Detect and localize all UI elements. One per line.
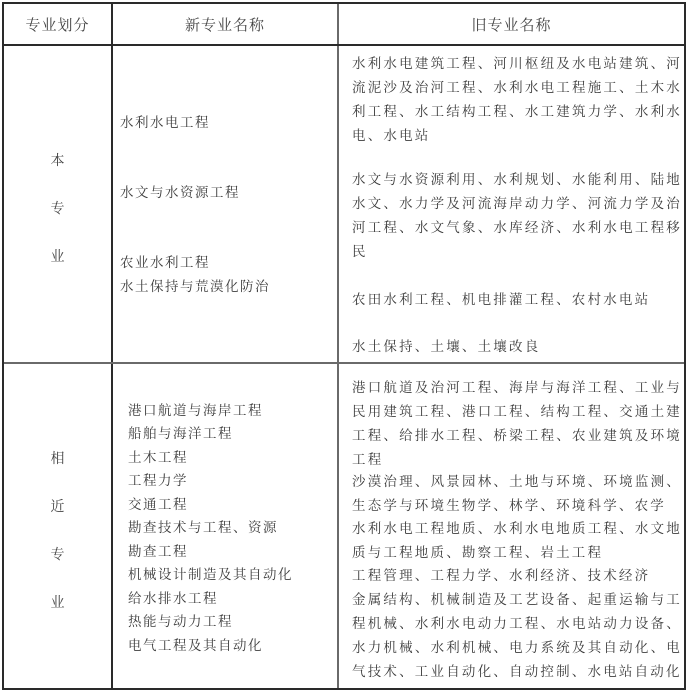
header-category: 专业划分	[25, 15, 90, 34]
row-divider	[4, 44, 684, 46]
new-major-item: 工程力学	[128, 473, 188, 489]
column-divider	[111, 4, 113, 688]
new-major-item: 水文与水资源工程	[120, 185, 240, 201]
new-major-item: 水利水电工程	[120, 115, 210, 131]
row-divider	[4, 362, 684, 364]
new-major-item: 土木工程	[128, 450, 188, 466]
header-old-major: 旧专业名称	[471, 15, 552, 34]
new-major-item: 水土保持与荒漠化防治	[120, 279, 270, 295]
old-major-group: 水土保持、土壤、土壤改良	[352, 339, 541, 355]
category-char: 近	[50, 499, 65, 515]
new-major-item: 勘查技术与工程、资源	[128, 520, 278, 536]
new-major-item: 勘查工程	[128, 544, 188, 560]
old-major-group: 水利水电建筑工程、河川枢纽及水电站建筑、河流泥沙及治河工程、水利水电工程施工、土木水利工程、水工结构工程、水工建筑力学、水利水电、水电站	[352, 56, 682, 144]
old-major-group: 水文与水资源利用、水利规划、水能利用、陆地水文、水力学及河流海岸动力学、河流力学及治河工程、水文气象、水库经济、水利水电工程移民	[352, 172, 682, 260]
new-major-item: 机械设计制造及其自动化	[128, 567, 293, 583]
header-new-major: 新专业名称	[184, 15, 265, 34]
category-char: 业	[50, 249, 65, 265]
new-major-item: 电气工程及其自动化	[128, 638, 263, 654]
category-char: 本	[50, 153, 65, 169]
category-char: 业	[50, 595, 65, 611]
old-major-group: 农田水利工程、机电排灌工程、农村水电站	[352, 292, 651, 308]
column-divider	[337, 4, 339, 688]
new-major-item: 港口航道与海岸工程	[128, 403, 263, 419]
majors-table	[2, 2, 686, 690]
old-major-group: 金属结构、机械制造及工艺设备、起重运输与工程机械、水利水电动力工程、水电站动力设备、水力机械、水利机械、电力系统及其自动化、电气技术、工业自动化、自动控制、水电站自动化	[352, 592, 682, 680]
old-major-group: 港口航道及治河工程、海岸与海洋工程、工业与民用建筑工程、港口工程、结构工程、交通土建工程、给排水工程、桥梁工程、农业建筑及环境工程	[352, 380, 682, 468]
new-major-item: 热能与动力工程	[128, 614, 233, 630]
new-major-item: 船舶与海洋工程	[128, 426, 233, 442]
category-char: 专	[50, 547, 65, 563]
old-major-group: 沙漠治理、风景园林、土地与环境、环境监测、生态学与环境生物学、林学、环境科学、农学	[352, 474, 682, 514]
old-major-group: 水利水电工程地质、水利水电地质工程、水文地质与工程地质、勘察工程、岩土工程	[352, 521, 682, 561]
new-major-item: 交通工程	[128, 497, 188, 513]
new-major-item: 给水排水工程	[128, 591, 218, 607]
category-char: 专	[50, 201, 65, 217]
category-char: 相	[50, 451, 65, 467]
new-major-item: 农业水利工程	[120, 255, 210, 271]
old-major-group: 工程管理、工程力学、水利经济、技术经济	[352, 568, 651, 584]
